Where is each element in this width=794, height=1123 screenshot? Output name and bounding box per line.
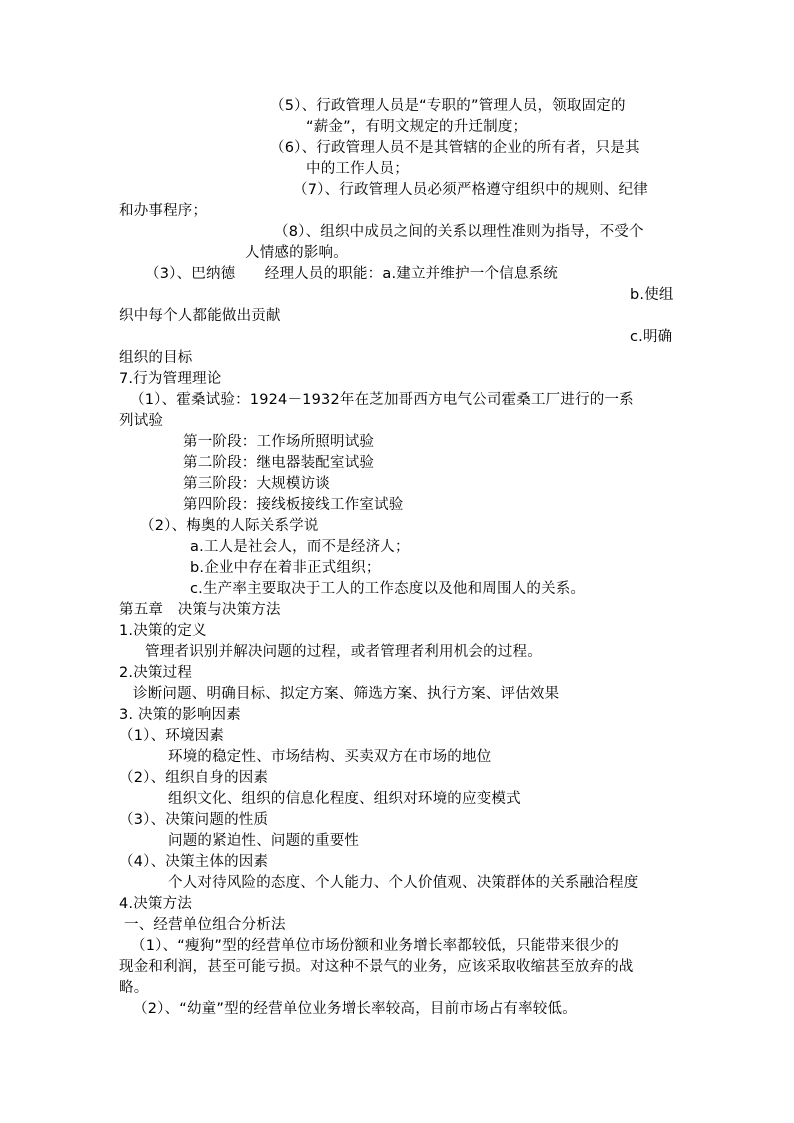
text-line: （5）、行政管理人员是“专职的”管理人员，领取固定的	[270, 98, 626, 114]
text-line: （2）、组织自身的因素	[119, 770, 269, 786]
text-line: （3）、决策问题的性质	[119, 812, 269, 828]
text-line: （3）、巴纳德 经理人员的职能：a.建立并维护一个信息系统	[145, 266, 558, 282]
section-heading: 7.行为管理理论	[119, 371, 222, 387]
text-line: b.企业中存在着非正式组织；	[190, 560, 381, 576]
text-line: 第四阶段：接线板接线工作室试验	[183, 497, 404, 513]
section-heading: 1.决策的定义	[119, 623, 207, 639]
text-line: 管理者识别并解决问题的过程，或者管理者利用机会的过程。	[145, 644, 542, 660]
text-line: 略。	[119, 980, 149, 996]
text-line: （4）、决策主体的因素	[119, 854, 269, 870]
section-heading: 2.决策过程	[119, 665, 193, 681]
text-line: （2）、“幼童”型的经营单位业务增长率较高，目前市场占有率较低。	[133, 1001, 577, 1017]
text-line: （7）、行政管理人员必须严格遵守组织中的规则、纪律	[293, 182, 648, 198]
text-line: （1）、霍桑试验：1924－1932年在芝加哥西方电气公司霍桑工厂进行的一系	[130, 392, 634, 408]
text-line: “薪金”，有明文规定的升迁制度；	[306, 119, 528, 135]
text-line: a.工人是社会人，而不是经济人；	[190, 539, 410, 555]
text-line: 问题的紧迫性、问题的重要性	[168, 833, 360, 849]
text-line: 个人对待风险的态度、个人能力、个人价值观、决策群体的关系融洽程度	[168, 875, 639, 891]
text-line: （2）、梅奥的人际关系学说	[140, 518, 319, 534]
text-line: 环境的稳定性、市场结构、买卖双方在市场的地位	[168, 749, 492, 765]
chapter-heading: 第五章 决策与决策方法	[119, 602, 281, 618]
text-line: （8）、组织中成员之间的关系以理性准则为指导，不受个	[274, 224, 644, 240]
text-line: 现金和利润，甚至可能亏损。对这种不景气的业务，应该采取收缩甚至放弃的战	[119, 959, 634, 975]
text-line: c.生产率主要取决于工人的工作态度以及他和周围人的关系。	[190, 581, 586, 597]
text-line: （1）、“瘦狗”型的经营单位市场份额和业务增长率都较低，只能带来很少的	[131, 938, 619, 954]
text-line: 诊断问题、明确目标、拟定方案、筛选方案、执行方案、评估效果	[133, 686, 560, 702]
text-line: （1）、环境因素	[119, 728, 225, 744]
text-line: b.使组	[630, 287, 674, 303]
text-line: 第一阶段：工作场所照明试验	[183, 434, 375, 450]
text-line: 组织文化、组织的信息化程度、组织对环境的应变模式	[168, 791, 521, 807]
text-line: 人情感的影响。	[245, 245, 348, 261]
text-line: 第二阶段：继电器装配室试验	[183, 455, 375, 471]
text-line: 列试验	[119, 413, 164, 429]
text-line: 一、经营单位组合分析法	[124, 917, 286, 933]
text-line: 和办事程序；	[119, 203, 208, 219]
section-heading: 4.决策方法	[119, 896, 193, 912]
text-line: c.明确	[630, 329, 673, 345]
text-line: 织中每个人都能做出贡献	[119, 308, 281, 324]
text-line: 第三阶段：大规模访谈	[183, 476, 330, 492]
section-heading: 3. 决策的影响因素	[119, 707, 241, 723]
text-line: 组织的目标	[119, 350, 193, 366]
text-line: （6）、行政管理人员不是其管辖的企业的所有者，只是其	[270, 140, 640, 156]
text-line: 中的工作人员；	[306, 161, 409, 177]
